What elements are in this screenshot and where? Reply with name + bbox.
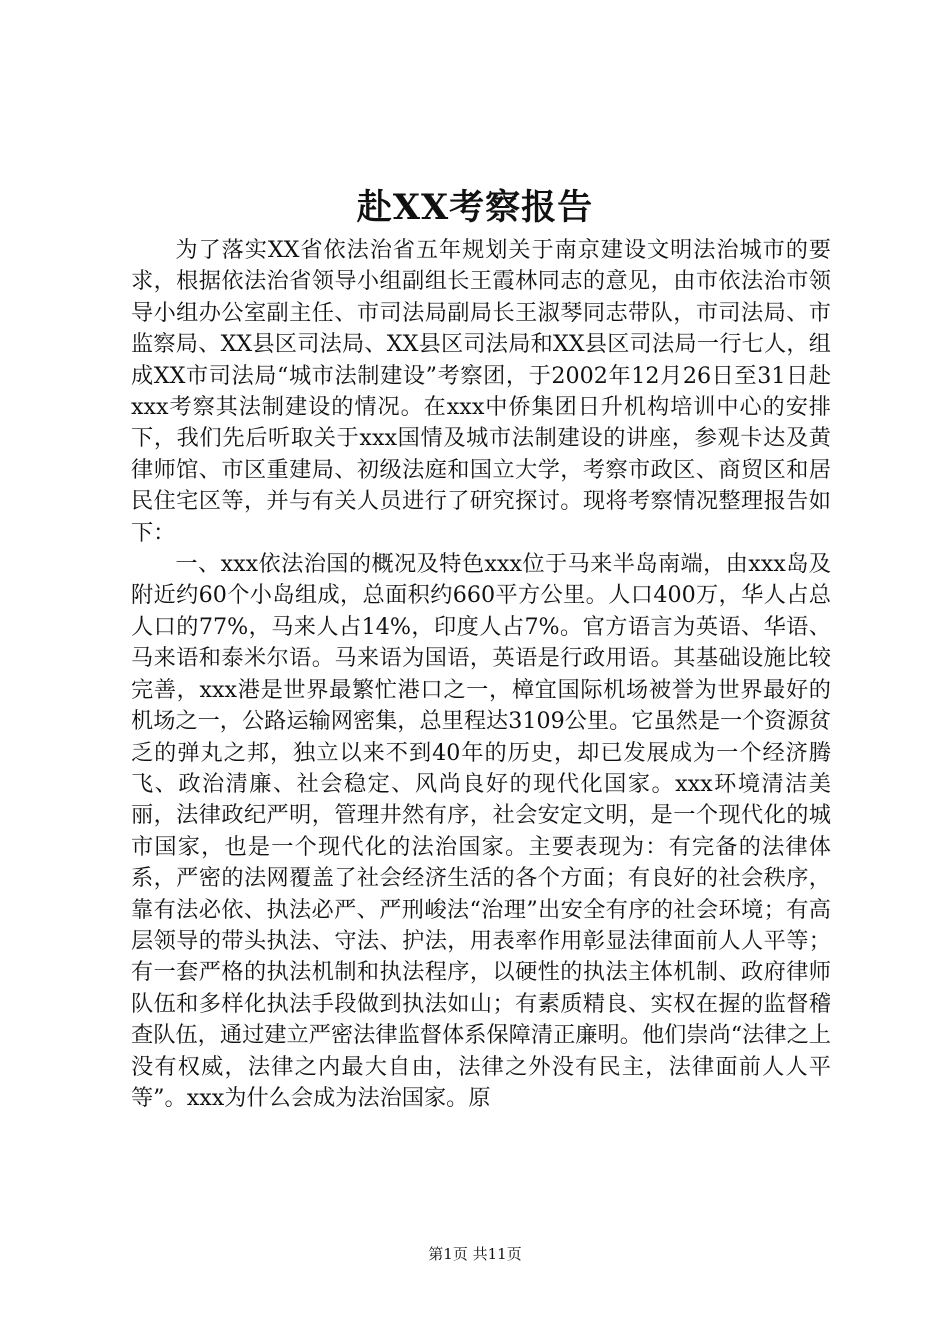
paragraph-section-one: 一、xxx依法治国的概况及特色xxx位于马来半岛南端，由xxx岛及附近约60个小岛组成，总面积约660平方公里。人口400万，华人占总人口的77%，马来人占14%，印度人占7%。官方语言为英语、华语、马来语和泰米尔语。马来语为国语，英语是行政用语。其基础设施比较完善，xxx港是世界最繁忙港口之一，樟宜国际机场被誉为世界最好的机场之一，公路运输网密集，总里程达3109公里。它虽然是一个资源贫乏的弹丸之邦，独立以来不到40年的历史，却已发展成为一个经济腾飞、政治清廉、社会稳定、风尚良好的现代化国家。xxx环境清洁美丽，法律政纪严明，管理井然有序，社会安定文明，是一个现代化的城市国家，也是一个现代化的法治国家。主要表现为：有完备的法律体系，严密的法网覆盖了社会经济生活的各个方面；有良好的社会秩序，靠有法必依、执法必严、严刑峻法“治理”出安全有序的社会环境；有高层领导的带头执法、守法、护法，用表率作用彰显法律面前人人平等；有一套严格的执法机制和执法程序，以硬性的执法主体机制、政府律师队伍和多样化执法手段做到执法如山；有素质精良、实权在握的监督稽查队伍，通过建立严密法律监督体系保障清正廉明。他们崇尚“法律之上没有权威，法律之内最大自由，法律之外没有民主，法律面前人人平等”。xxx为什么会成为法治国家。原	[131, 551, 831, 1111]
document-title: 赴XX考察报告	[356, 187, 594, 228]
document-body	[131, 235, 831, 1114]
page-footer: 第1页 共11页	[428, 1245, 522, 1263]
paragraph-intro: 为了落实XX省依法治省五年规划关于南京建设文明法治城市的要求，根据依法治省领导小组副组长王霞林同志的意见，由市依法治市领导小组办公室副主任、市司法局副局长王淑琴同志带队，市司法局、市监察局、XX县区司法局、XX县区司法局和XX县区司法局一行七人，组成XX市司法局“城市法制建设”考察团，于2002年12月26日至31日赴xxx考察其法制建设的情况。在xxx中侨集团日升机构培训中心的安排下，我们先后听取关于xxx国情及城市法制建设的讲座，参观卡达及黄律师馆、市区重建局、初级法庭和国立大学，考察市政区、商贸区和居民住宅区等，并与有关人员进行了研究探讨。现将考察情况整理报告如下：	[131, 237, 831, 546]
